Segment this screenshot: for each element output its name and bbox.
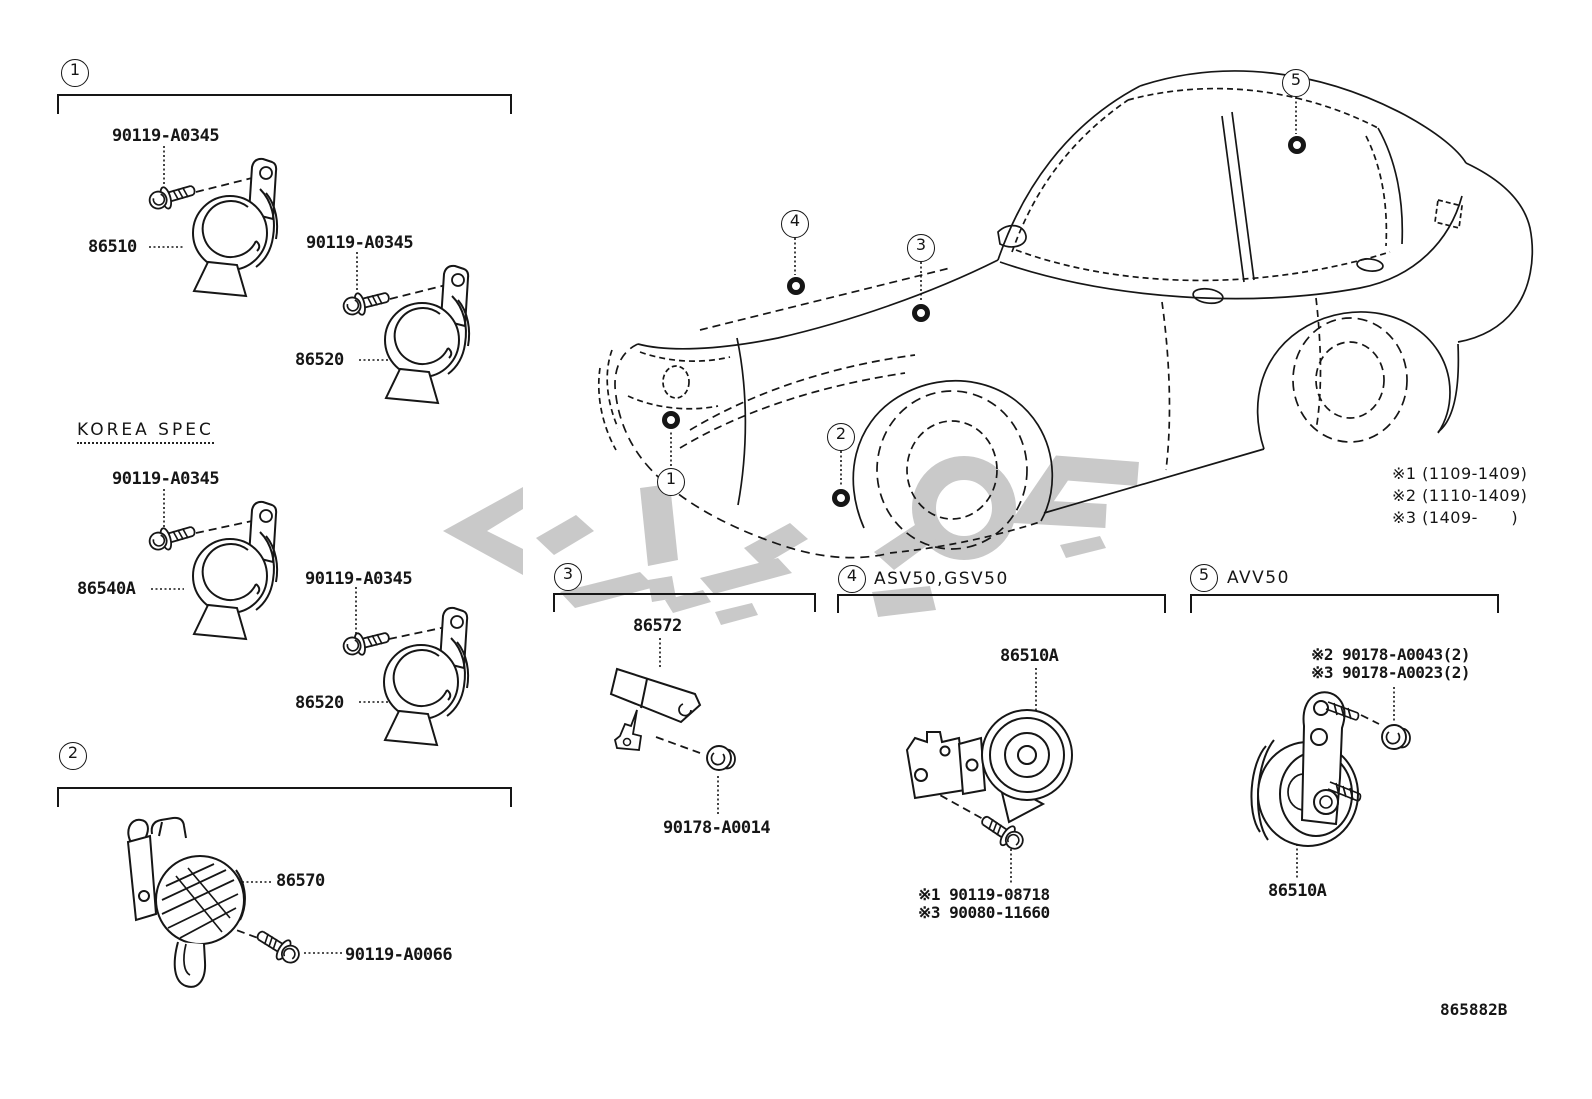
part-number-86510a: 86510A (1268, 881, 1327, 901)
location-ring-4 (787, 277, 805, 295)
horn-86570-drawing (128, 818, 245, 987)
module-86572-drawing (611, 669, 700, 750)
car-callout-1: 1 (657, 468, 685, 496)
location-ring-2 (832, 489, 850, 507)
watermark-logo (443, 468, 1138, 625)
part-number-86520: 86520 (295, 350, 344, 370)
part-number-90119-a0345: 90119-A0345 (306, 233, 414, 253)
korea-spec-heading: KOREA SPEC (77, 420, 214, 444)
nut-90178-a0014-drawing (707, 746, 735, 770)
horn-86510-drawing (193, 159, 277, 296)
nut-90178-a0043-drawing (1382, 725, 1410, 749)
assembly-dashed-lines (176, 178, 1379, 938)
bolt-90119-a0066-drawing (253, 925, 304, 968)
part-number-90119-08718: ※1 90119-08718 (918, 885, 1050, 904)
horn-86540a-drawing (193, 502, 277, 639)
part-number-90178-a0043: ※2 90178-A0043(2) (1311, 645, 1471, 664)
section-5-badge: 5 (1190, 564, 1218, 592)
car-callout-5: 5 (1282, 69, 1310, 97)
horn-86520-drawing (385, 266, 469, 403)
part-number-86540a: 86540A (77, 579, 136, 599)
figure-code: 865882B (1440, 1000, 1508, 1019)
horn-86510a-asv50-drawing (907, 710, 1072, 822)
part-number-86572: 86572 (633, 616, 682, 636)
car-callout-4: 4 (781, 210, 809, 238)
bolt-90119-a0345-drawing (341, 286, 391, 319)
car-callout-3: 3 (907, 234, 935, 262)
ref-note-1: ※1 (1109-1409) (1392, 464, 1528, 483)
location-ring-3 (912, 304, 930, 322)
bolt-90119-a0345-drawing (147, 179, 197, 213)
part-number-90178-a0014: 90178-A0014 (663, 818, 771, 838)
part-number-86570: 86570 (276, 871, 325, 891)
section-2-badge: 2 (59, 742, 87, 770)
section-3-badge: 3 (554, 563, 582, 591)
car-callout-2: 2 (827, 423, 855, 451)
location-ring-1 (662, 411, 680, 429)
leader-lines (149, 97, 1394, 953)
part-number-86510a: 86510A (1000, 646, 1059, 666)
section-5-bracket (1191, 595, 1498, 613)
part-number-90119-a0345: 90119-A0345 (112, 126, 220, 146)
section-4-title: ASV50,GSV50 (874, 569, 1009, 589)
part-number-90080-11660: ※3 90080-11660 (918, 903, 1050, 922)
section-1-bracket (58, 95, 511, 114)
ref-note-3: ※3 (1409- ) (1392, 508, 1519, 527)
part-number-86520: 86520 (295, 693, 344, 713)
part-number-90119-a0345: 90119-A0345 (112, 469, 220, 489)
section-1-badge: 1 (61, 59, 89, 87)
location-ring-5 (1288, 136, 1306, 154)
bolt-90119-a0345-drawing (147, 520, 197, 554)
part-number-90119-a0066: 90119-A0066 (345, 945, 453, 965)
section-2-bracket (58, 788, 511, 807)
ref-note-2: ※2 (1110-1409) (1392, 486, 1528, 505)
horn-86520-korea-drawing (384, 608, 468, 745)
section-5-title: AVV50 (1227, 568, 1290, 588)
part-number-86510: 86510 (88, 237, 137, 257)
car-illustration (599, 71, 1532, 558)
horn-86510a-avv50-drawing (1251, 692, 1360, 846)
bolt-90119-a0345-drawing (341, 626, 391, 659)
section-4-badge: 4 (838, 565, 866, 593)
part-number-90119-a0345: 90119-A0345 (305, 569, 413, 589)
part-number-90178-a0023: ※3 90178-A0023(2) (1311, 663, 1471, 682)
